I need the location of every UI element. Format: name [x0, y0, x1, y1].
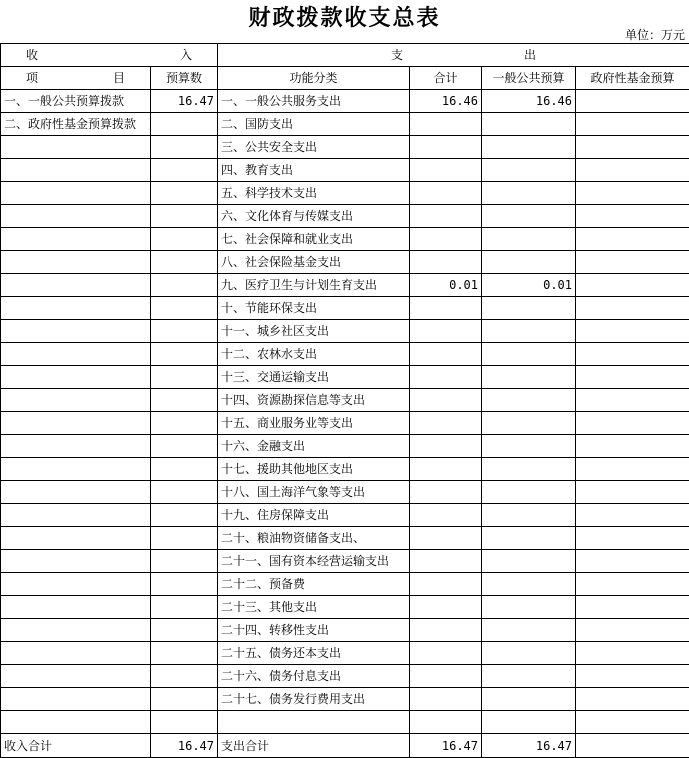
func-category-cell: 二十一、国有资本经营运输支出 [218, 550, 410, 573]
func-category-cell: 十八、国土海洋气象等支出 [218, 481, 410, 504]
income-budget-cell [151, 504, 218, 527]
col-item-header [1, 67, 151, 90]
table-row [1, 320, 689, 343]
total-cell [410, 159, 482, 182]
income-budget-cell [151, 320, 218, 343]
income-budget-cell [151, 688, 218, 711]
func-category-cell: 十四、资源勘探信息等支出 [218, 389, 410, 412]
income-budget-cell [151, 527, 218, 550]
fund-budget-cell [576, 297, 689, 320]
func-category-cell: 二十二、预备费 [218, 573, 410, 596]
budget-table [0, 43, 689, 758]
totals-row [1, 734, 689, 758]
func-category-cell: 八、社会保险基金支出 [218, 251, 410, 274]
fund-budget-cell [576, 412, 689, 435]
income-item-cell [1, 412, 151, 435]
fund-budget-cell [576, 481, 689, 504]
income-item-cell [1, 389, 151, 412]
total-cell: 16.46 [410, 90, 482, 113]
income-group-header [1, 44, 218, 67]
total-cell [410, 412, 482, 435]
income-item-cell [1, 366, 151, 389]
income-budget-cell [151, 366, 218, 389]
total-cell [410, 297, 482, 320]
income-item-cell [1, 297, 151, 320]
fund-budget-cell [576, 182, 689, 205]
col-func-header: 功能分类 [218, 67, 410, 90]
general-budget-cell [482, 205, 576, 228]
income-item-cell: 一、一般公共预算拨款 [1, 90, 151, 113]
income-item-cell [1, 251, 151, 274]
expense-header-a: 支 [391, 44, 403, 66]
income-budget-cell [151, 573, 218, 596]
general-budget-cell [482, 297, 576, 320]
fund-budget-cell [576, 274, 689, 297]
total-cell [410, 343, 482, 366]
income-item-cell [1, 596, 151, 619]
income-item-cell [1, 481, 151, 504]
col-budget-header: 预算数 [151, 67, 218, 90]
income-item-cell: 二、政府性基金预算拨款 [1, 113, 151, 136]
fund-budget-cell [576, 113, 689, 136]
income-budget-cell [151, 389, 218, 412]
total-cell [410, 205, 482, 228]
table-row [1, 527, 689, 550]
total-cell [410, 113, 482, 136]
table-row [1, 596, 689, 619]
expense-total-value: 16.47 [410, 734, 482, 758]
general-budget-cell [482, 642, 576, 665]
table-row [1, 550, 689, 573]
general-budget-cell [482, 228, 576, 251]
general-budget-cell [482, 182, 576, 205]
col-fund-header: 政府性基金预算 [576, 67, 689, 90]
income-budget-cell [151, 113, 218, 136]
total-cell [410, 320, 482, 343]
general-budget-cell [482, 389, 576, 412]
income-budget-cell [151, 205, 218, 228]
total-cell [410, 182, 482, 205]
income-budget-cell [151, 596, 218, 619]
general-total-value: 16.47 [482, 734, 576, 758]
income-budget-cell [151, 481, 218, 504]
table-row [1, 274, 689, 297]
func-category-cell: 五、科学技术支出 [218, 182, 410, 205]
header-row-groups [1, 44, 689, 67]
total-cell [410, 481, 482, 504]
total-cell [410, 136, 482, 159]
income-total-value: 16.47 [151, 734, 218, 758]
table-body [1, 44, 689, 758]
income-item-cell [1, 182, 151, 205]
func-category-cell: 二十六、债务付息支出 [218, 665, 410, 688]
fund-budget-cell [576, 596, 689, 619]
fund-budget-cell [576, 205, 689, 228]
income-budget-cell [151, 458, 218, 481]
general-budget-cell [482, 458, 576, 481]
income-item-cell [1, 343, 151, 366]
income-budget-cell [151, 665, 218, 688]
general-budget-cell [482, 550, 576, 573]
general-budget-cell [482, 113, 576, 136]
func-category-cell: 十九、住房保障支出 [218, 504, 410, 527]
income-budget-cell: 16.47 [151, 90, 218, 113]
total-cell [410, 642, 482, 665]
func-category-cell: 九、医疗卫生与计划生育支出 [218, 274, 410, 297]
total-cell [410, 389, 482, 412]
income-budget-cell [151, 435, 218, 458]
income-item-cell [1, 573, 151, 596]
func-category-cell: 三、公共安全支出 [218, 136, 410, 159]
func-category-cell [218, 711, 410, 734]
fund-budget-cell [576, 366, 689, 389]
general-budget-cell [482, 435, 576, 458]
fund-budget-cell [576, 642, 689, 665]
general-budget-cell [482, 251, 576, 274]
income-item-cell [1, 688, 151, 711]
func-category-cell: 二、国防支出 [218, 113, 410, 136]
table-row [1, 711, 689, 734]
income-budget-cell [151, 619, 218, 642]
table-row [1, 205, 689, 228]
table-row [1, 642, 689, 665]
general-budget-cell [482, 320, 576, 343]
total-cell [410, 527, 482, 550]
func-category-cell: 四、教育支出 [218, 159, 410, 182]
table-row [1, 251, 689, 274]
func-category-cell: 二十四、转移性支出 [218, 619, 410, 642]
fund-budget-cell [576, 458, 689, 481]
fund-total-value [576, 734, 689, 758]
income-budget-cell [151, 274, 218, 297]
table-row [1, 159, 689, 182]
general-budget-cell [482, 159, 576, 182]
general-budget-cell [482, 573, 576, 596]
total-cell [410, 596, 482, 619]
func-category-cell: 十六、金融支出 [218, 435, 410, 458]
general-budget-cell [482, 711, 576, 734]
income-budget-cell [151, 711, 218, 734]
income-item-cell [1, 665, 151, 688]
func-category-cell: 十七、援助其他地区支出 [218, 458, 410, 481]
general-budget-cell [482, 343, 576, 366]
fund-budget-cell [576, 159, 689, 182]
func-category-cell: 二十三、其他支出 [218, 596, 410, 619]
income-total-label: 收入合计 [1, 734, 151, 758]
total-cell [410, 504, 482, 527]
total-cell [410, 435, 482, 458]
income-budget-cell [151, 136, 218, 159]
general-budget-cell: 16.46 [482, 90, 576, 113]
income-budget-cell [151, 343, 218, 366]
total-cell [410, 573, 482, 596]
table-row [1, 412, 689, 435]
table-row [1, 665, 689, 688]
expense-group-header [218, 44, 689, 67]
income-item-cell [1, 711, 151, 734]
func-category-cell: 十一、城乡社区支出 [218, 320, 410, 343]
general-budget-cell [482, 688, 576, 711]
fund-budget-cell [576, 573, 689, 596]
expense-total-label: 支出合计 [218, 734, 410, 758]
func-category-cell: 二十五、债务还本支出 [218, 642, 410, 665]
table-row [1, 389, 689, 412]
income-budget-cell [151, 228, 218, 251]
table-row [1, 504, 689, 527]
fund-budget-cell [576, 619, 689, 642]
income-item-cell [1, 228, 151, 251]
table-row [1, 688, 689, 711]
income-header-a: 收 [26, 44, 38, 66]
fund-budget-cell [576, 136, 689, 159]
fund-budget-cell [576, 343, 689, 366]
fund-budget-cell [576, 711, 689, 734]
table-row [1, 458, 689, 481]
total-cell [410, 665, 482, 688]
general-budget-cell [482, 619, 576, 642]
fund-budget-cell [576, 527, 689, 550]
total-cell [410, 366, 482, 389]
total-cell [410, 619, 482, 642]
table-row [1, 90, 689, 113]
general-budget-cell [482, 136, 576, 159]
table-row [1, 366, 689, 389]
col-general-header: 一般公共预算 [482, 67, 576, 90]
general-budget-cell [482, 504, 576, 527]
unit-label: 单位：万元 [625, 28, 685, 42]
total-cell: 0.01 [410, 274, 482, 297]
fund-budget-cell [576, 665, 689, 688]
income-item-cell [1, 320, 151, 343]
general-budget-cell: 0.01 [482, 274, 576, 297]
total-cell [410, 688, 482, 711]
table-row [1, 573, 689, 596]
income-item-cell [1, 550, 151, 573]
general-budget-cell [482, 366, 576, 389]
table-row [1, 435, 689, 458]
table-row [1, 113, 689, 136]
income-budget-cell [151, 642, 218, 665]
page-title: 财政拨款收支总表 [0, 4, 689, 32]
expense-header-b: 出 [524, 44, 536, 66]
income-budget-cell [151, 159, 218, 182]
total-cell [410, 458, 482, 481]
func-category-cell: 十、节能环保支出 [218, 297, 410, 320]
fund-budget-cell [576, 251, 689, 274]
income-header-b: 入 [180, 44, 192, 66]
income-item-cell [1, 504, 151, 527]
fund-budget-cell [576, 389, 689, 412]
func-category-cell: 十五、商业服务业等支出 [218, 412, 410, 435]
table-row [1, 136, 689, 159]
total-cell [410, 550, 482, 573]
func-category-cell: 十三、交通运输支出 [218, 366, 410, 389]
table-row [1, 619, 689, 642]
table-row [1, 481, 689, 504]
col-item-a: 项 [26, 67, 38, 89]
total-cell [410, 228, 482, 251]
income-item-cell [1, 274, 151, 297]
fund-budget-cell [576, 228, 689, 251]
fund-budget-cell [576, 435, 689, 458]
income-item-cell [1, 435, 151, 458]
total-cell [410, 251, 482, 274]
col-item-b: 目 [113, 67, 125, 89]
general-budget-cell [482, 665, 576, 688]
table-row [1, 182, 689, 205]
general-budget-cell [482, 481, 576, 504]
income-item-cell [1, 642, 151, 665]
fund-budget-cell [576, 688, 689, 711]
col-total-header: 合计 [410, 67, 482, 90]
income-budget-cell [151, 412, 218, 435]
income-item-cell [1, 527, 151, 550]
general-budget-cell [482, 596, 576, 619]
fund-budget-cell [576, 504, 689, 527]
func-category-cell: 七、社会保障和就业支出 [218, 228, 410, 251]
income-budget-cell [151, 550, 218, 573]
table-row [1, 297, 689, 320]
table-row [1, 343, 689, 366]
table-row [1, 228, 689, 251]
income-budget-cell [151, 182, 218, 205]
total-cell [410, 711, 482, 734]
income-item-cell [1, 159, 151, 182]
func-category-cell: 十二、农林水支出 [218, 343, 410, 366]
general-budget-cell [482, 527, 576, 550]
header-row-columns [1, 67, 689, 90]
general-budget-cell [482, 412, 576, 435]
income-item-cell [1, 458, 151, 481]
func-category-cell: 二十、粮油物资储备支出、 [218, 527, 410, 550]
fund-budget-cell [576, 320, 689, 343]
income-item-cell [1, 619, 151, 642]
income-budget-cell [151, 297, 218, 320]
income-item-cell [1, 136, 151, 159]
func-category-cell: 六、文化体育与传媒支出 [218, 205, 410, 228]
func-category-cell: 二十七、债务发行费用支出 [218, 688, 410, 711]
func-category-cell: 一、一般公共服务支出 [218, 90, 410, 113]
fund-budget-cell [576, 550, 689, 573]
income-item-cell [1, 205, 151, 228]
income-budget-cell [151, 251, 218, 274]
fund-budget-cell [576, 90, 689, 113]
